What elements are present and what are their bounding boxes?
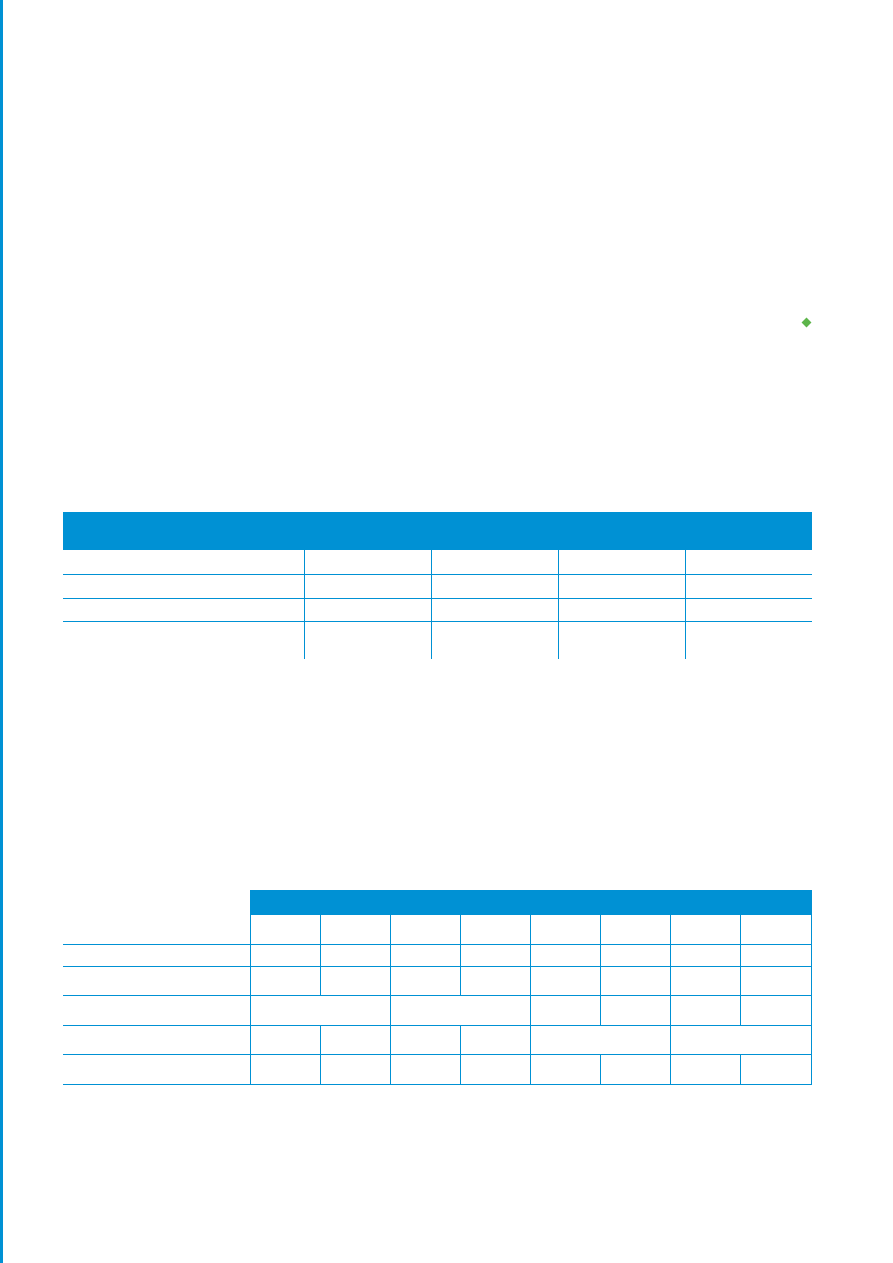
table-2-column-divider xyxy=(600,915,601,1025)
table-2-column-divider xyxy=(740,1054,741,1084)
table-2-bottom-rule xyxy=(63,1084,812,1085)
table-2-column-divider xyxy=(670,915,671,1085)
table-1-column-divider xyxy=(558,550,559,659)
table-1-row-divider xyxy=(63,621,812,622)
table-1-column-divider xyxy=(431,550,432,659)
table-2 xyxy=(63,890,812,1086)
table-2-row-divider xyxy=(63,966,812,967)
table-2-column-divider xyxy=(320,1025,321,1085)
table-2-column-divider xyxy=(530,915,531,1085)
table-2-row-divider xyxy=(63,944,812,945)
table-1 xyxy=(63,512,812,659)
table-2-header-band xyxy=(250,890,812,915)
table-2-row-divider xyxy=(63,1054,812,1055)
table-2-column-divider xyxy=(740,915,741,1025)
table-1-row-divider xyxy=(63,598,812,599)
page-left-rule xyxy=(0,0,3,1263)
table-2-column-divider xyxy=(320,915,321,995)
table-2-column-divider xyxy=(460,1025,461,1085)
table-2-column-divider xyxy=(390,915,391,1085)
table-1-row-divider xyxy=(63,574,812,575)
table-2-row-divider xyxy=(63,995,812,996)
table-2-right-border xyxy=(811,915,812,1085)
table-2-column-divider xyxy=(250,915,251,1085)
table-1-column-divider xyxy=(304,550,305,659)
diamond-bullet-icon xyxy=(802,318,812,328)
table-1-header-band xyxy=(63,512,812,550)
table-2-column-divider xyxy=(600,1054,601,1084)
table-2-column-divider xyxy=(460,915,461,995)
table-1-column-divider xyxy=(685,550,686,659)
table-2-row-divider xyxy=(63,1025,812,1026)
